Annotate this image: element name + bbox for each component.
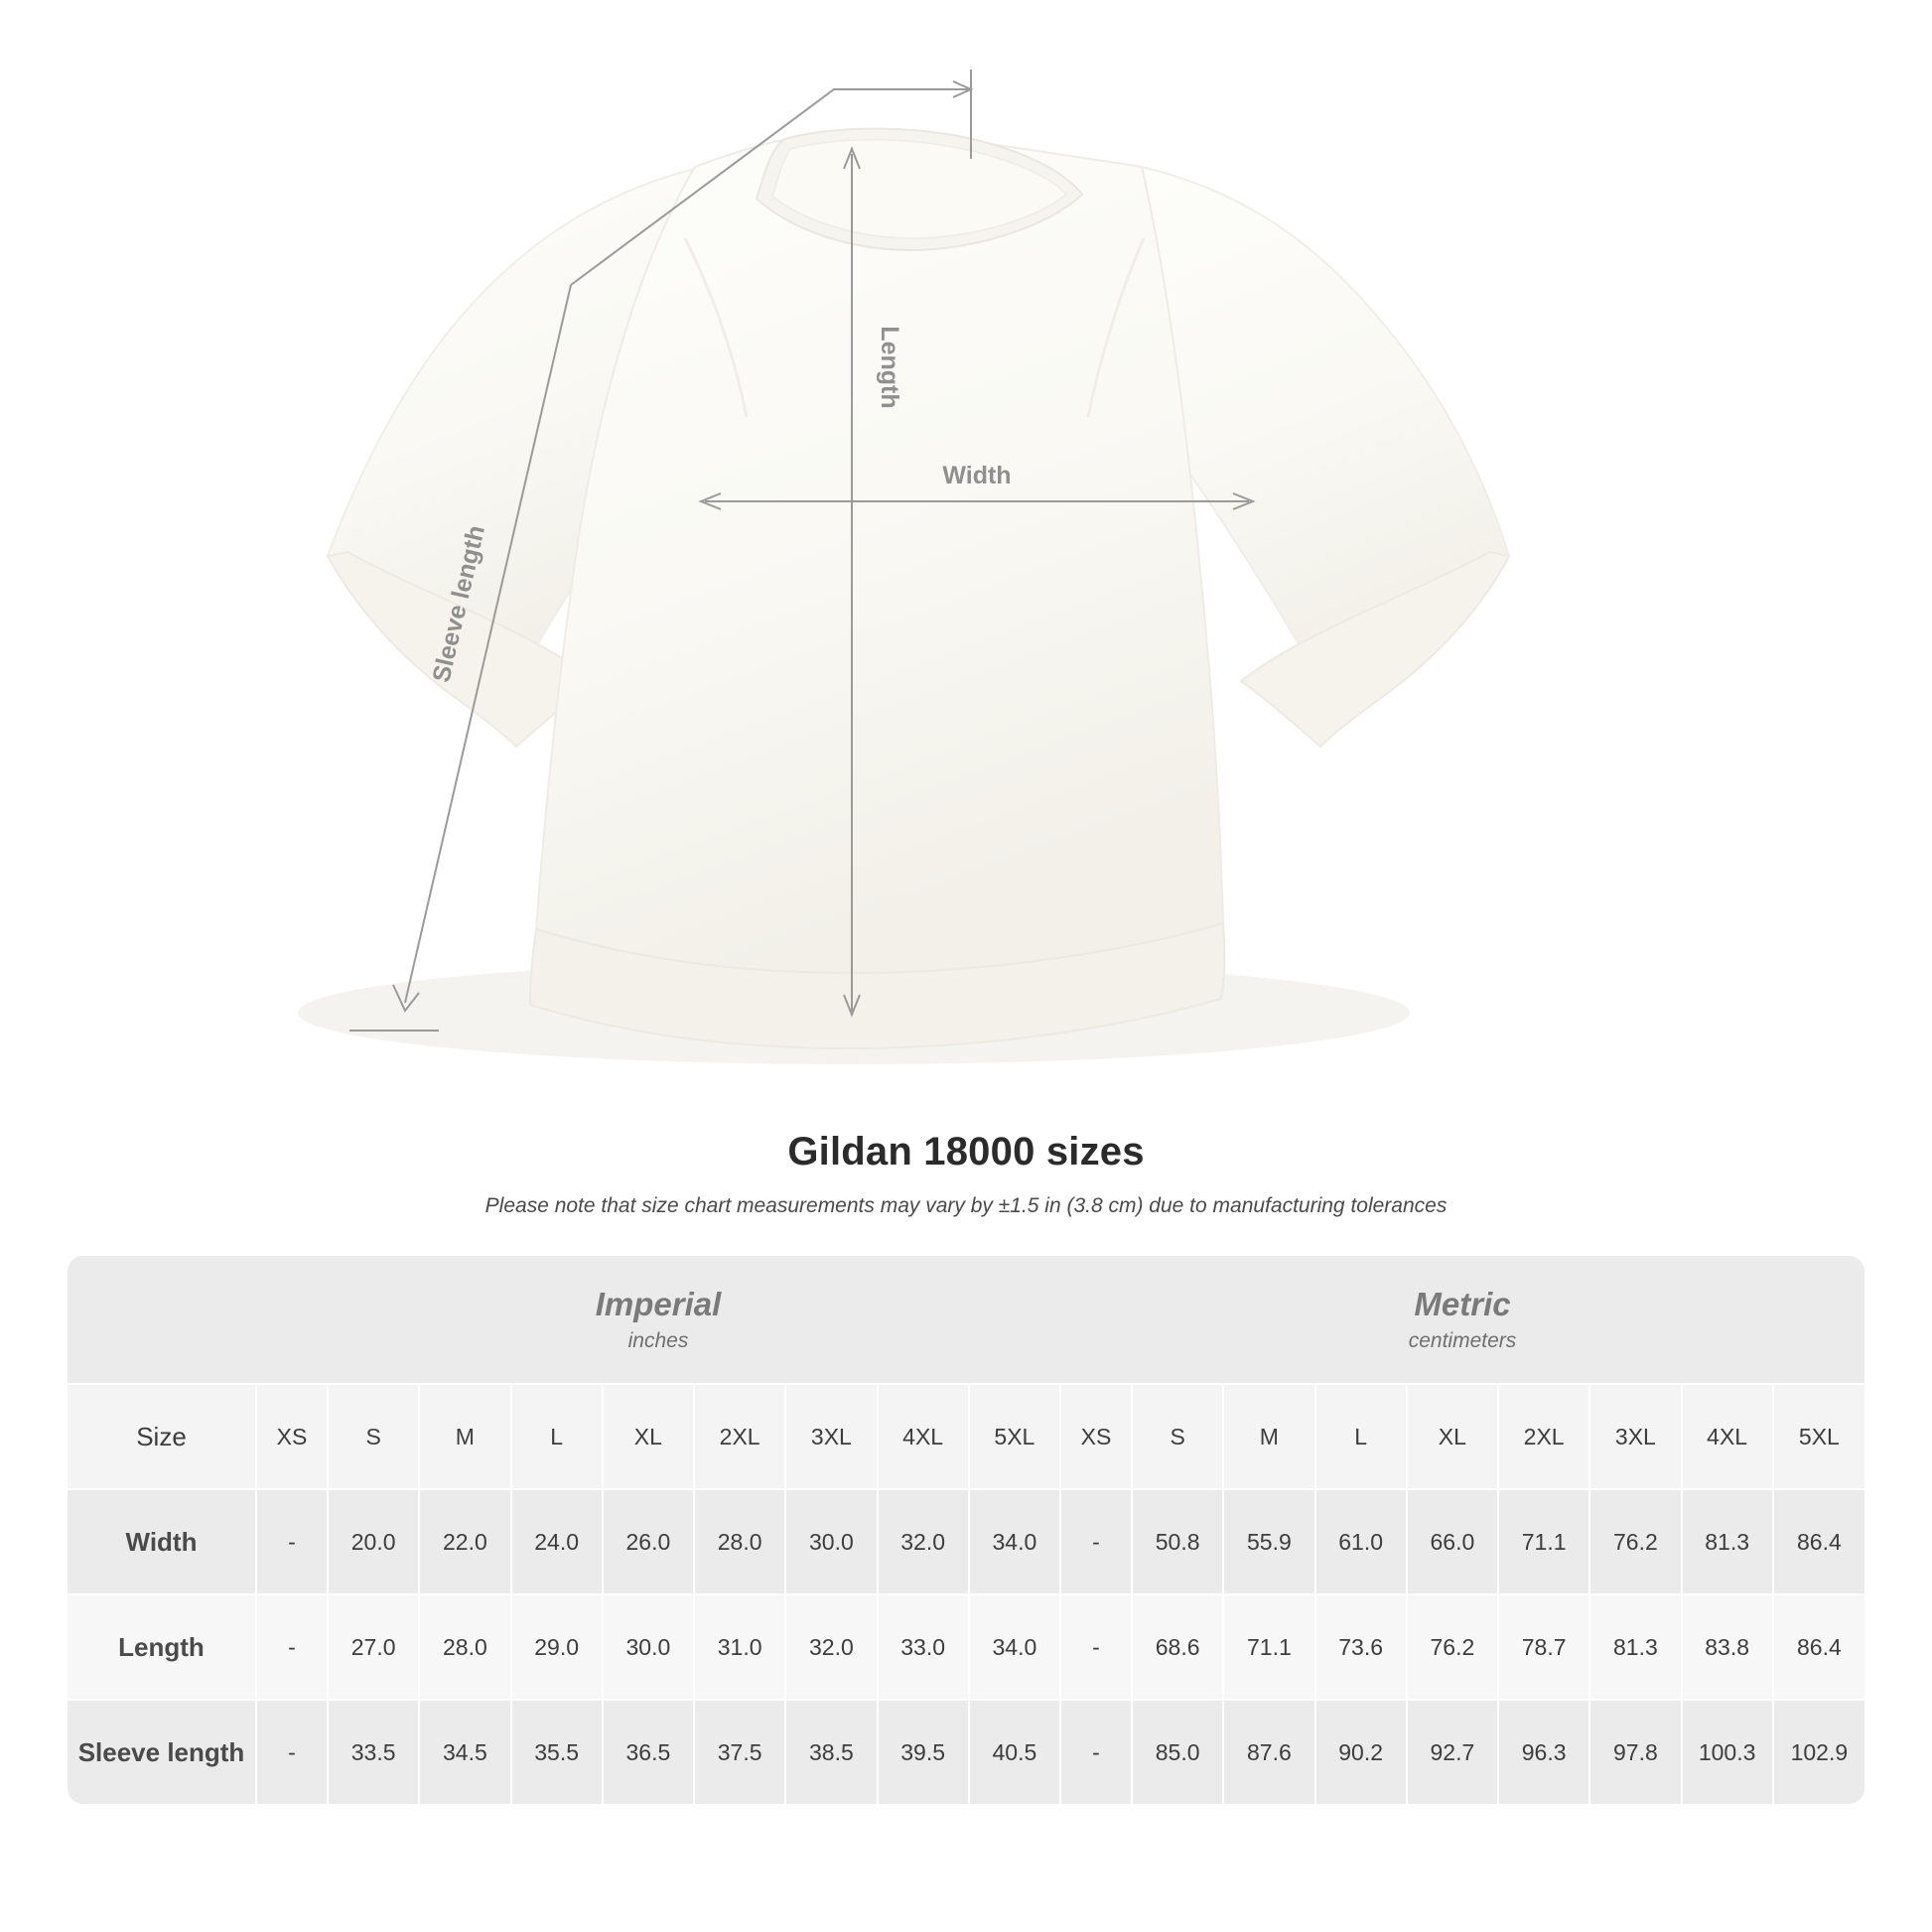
size-header-imperial-s: S: [328, 1384, 419, 1489]
length-metric-s: 68.6: [1132, 1594, 1223, 1700]
sleeve-imperial-xl: 36.5: [603, 1700, 694, 1804]
sleeve-metric-m: 87.6: [1223, 1700, 1314, 1804]
sleeve-metric-l: 90.2: [1315, 1700, 1407, 1804]
system-header-spacer: [68, 1256, 256, 1384]
page-title: Gildan 18000 sizes: [787, 1130, 1145, 1173]
width-metric-l: 61.0: [1315, 1489, 1407, 1594]
size-header-imperial-5xl: 5XL: [969, 1384, 1060, 1489]
size-header-label: Size: [68, 1384, 256, 1489]
size-header-metric-3xl: 3XL: [1589, 1384, 1681, 1489]
length-imperial-3xl: 32.0: [785, 1594, 877, 1700]
width-imperial-3xl: 30.0: [785, 1489, 877, 1594]
size-header-metric-l: L: [1315, 1384, 1407, 1489]
width-metric-s: 50.8: [1132, 1489, 1223, 1594]
sleeve-length-label: Sleeve length: [427, 522, 490, 685]
system-unit-imperial: inches: [627, 1328, 689, 1352]
table-row-width: [68, 1489, 1864, 1594]
sleeve-metric-2xl: 96.3: [1498, 1700, 1589, 1804]
size-header-imperial-2xl: 2XL: [694, 1384, 785, 1489]
size-header-imperial-3xl: 3XL: [785, 1384, 877, 1489]
width-label: Width: [942, 462, 1012, 489]
length-imperial-xs: -: [256, 1594, 328, 1700]
size-header-imperial-xl: XL: [603, 1384, 694, 1489]
row-label-width: Width: [68, 1489, 256, 1594]
sleeve-metric-5xl: 102.9: [1773, 1700, 1864, 1804]
length-metric-xs: -: [1060, 1594, 1132, 1700]
length-label: Length: [876, 326, 903, 409]
width-metric-5xl: 86.4: [1773, 1489, 1864, 1594]
sleeve-metric-4xl: 100.3: [1682, 1700, 1773, 1804]
width-imperial-2xl: 28.0: [694, 1489, 785, 1594]
sleeve-imperial-3xl: 38.5: [785, 1700, 877, 1804]
sleeve-imperial-2xl: 37.5: [694, 1700, 785, 1804]
width-metric-xs: -: [1060, 1489, 1132, 1594]
row-label-length: Length: [68, 1594, 256, 1700]
size-header-metric-2xl: 2XL: [1498, 1384, 1589, 1489]
sleeve-imperial-5xl: 40.5: [969, 1700, 1060, 1804]
width-imperial-5xl: 34.0: [969, 1489, 1060, 1594]
sleeve-metric-xl: 92.7: [1407, 1700, 1498, 1804]
length-imperial-s: 27.0: [328, 1594, 419, 1700]
size-header-metric-xs: XS: [1060, 1384, 1132, 1489]
size-header-metric-m: M: [1223, 1384, 1314, 1489]
sleeve-metric-xs: -: [1060, 1700, 1132, 1804]
length-metric-5xl: 86.4: [1773, 1594, 1864, 1700]
width-imperial-xl: 26.0: [603, 1489, 694, 1594]
size-header-metric-xl: XL: [1407, 1384, 1498, 1489]
system-name-metric: Metric: [1414, 1286, 1511, 1323]
sleeve-metric-3xl: 97.8: [1589, 1700, 1681, 1804]
width-metric-2xl: 71.1: [1498, 1489, 1589, 1594]
sleeve-imperial-l: 35.5: [511, 1700, 603, 1804]
size-header-metric-5xl: 5XL: [1773, 1384, 1864, 1489]
length-metric-xl: 76.2: [1407, 1594, 1498, 1700]
width-imperial-xs: -: [256, 1489, 328, 1594]
table-row-length: [68, 1594, 1864, 1700]
length-imperial-2xl: 31.0: [694, 1594, 785, 1700]
tolerance-note: Please note that size chart measurements may vary by ±1.5 in (3.8 cm) due to manufacturing tolerances: [484, 1194, 1448, 1217]
width-imperial-m: 22.0: [419, 1489, 510, 1594]
sleeve-imperial-s: 33.5: [328, 1700, 419, 1804]
length-metric-l: 73.6: [1315, 1594, 1407, 1700]
system-header-metric: [1060, 1256, 1864, 1384]
size-header-imperial-l: L: [511, 1384, 603, 1489]
size-table-wrapper: [68, 1256, 1864, 1804]
length-imperial-m: 28.0: [419, 1594, 510, 1700]
width-metric-xl: 66.0: [1407, 1489, 1498, 1594]
sleeve-metric-s: 85.0: [1132, 1700, 1223, 1804]
length-metric-4xl: 83.8: [1682, 1594, 1773, 1700]
system-unit-metric: centimeters: [1408, 1328, 1517, 1352]
size-header-row: [68, 1384, 1864, 1489]
size-header-metric-s: S: [1132, 1384, 1223, 1489]
size-header-imperial-m: M: [419, 1384, 510, 1489]
system-header-imperial: [256, 1256, 1060, 1384]
width-imperial-4xl: 32.0: [878, 1489, 969, 1594]
sleeve-imperial-4xl: 39.5: [878, 1700, 969, 1804]
system-header-row: [68, 1256, 1864, 1384]
size-header-metric-4xl: 4XL: [1682, 1384, 1773, 1489]
sleeve-imperial-m: 34.5: [419, 1700, 510, 1804]
size-header-imperial-xs: XS: [256, 1384, 328, 1489]
table-row-sleeve-length: [68, 1700, 1864, 1804]
length-imperial-5xl: 34.0: [969, 1594, 1060, 1700]
width-metric-m: 55.9: [1223, 1489, 1314, 1594]
length-imperial-xl: 30.0: [603, 1594, 694, 1700]
row-label-sleeve-length: Sleeve length: [68, 1700, 256, 1804]
sleeve-imperial-xs: -: [256, 1700, 328, 1804]
size-table: [68, 1256, 1864, 1804]
width-imperial-s: 20.0: [328, 1489, 419, 1594]
sweatshirt-shape: [328, 129, 1509, 1048]
width-imperial-l: 24.0: [511, 1489, 603, 1594]
length-imperial-l: 29.0: [511, 1594, 603, 1700]
size-header-imperial-4xl: 4XL: [878, 1384, 969, 1489]
length-imperial-4xl: 33.0: [878, 1594, 969, 1700]
system-name-imperial: Imperial: [595, 1286, 722, 1323]
width-metric-3xl: 76.2: [1589, 1489, 1681, 1594]
length-metric-m: 71.1: [1223, 1594, 1314, 1700]
width-metric-4xl: 81.3: [1682, 1489, 1773, 1594]
length-metric-2xl: 78.7: [1498, 1594, 1589, 1700]
title-block: [0, 1130, 1932, 1218]
length-metric-3xl: 81.3: [1589, 1594, 1681, 1700]
